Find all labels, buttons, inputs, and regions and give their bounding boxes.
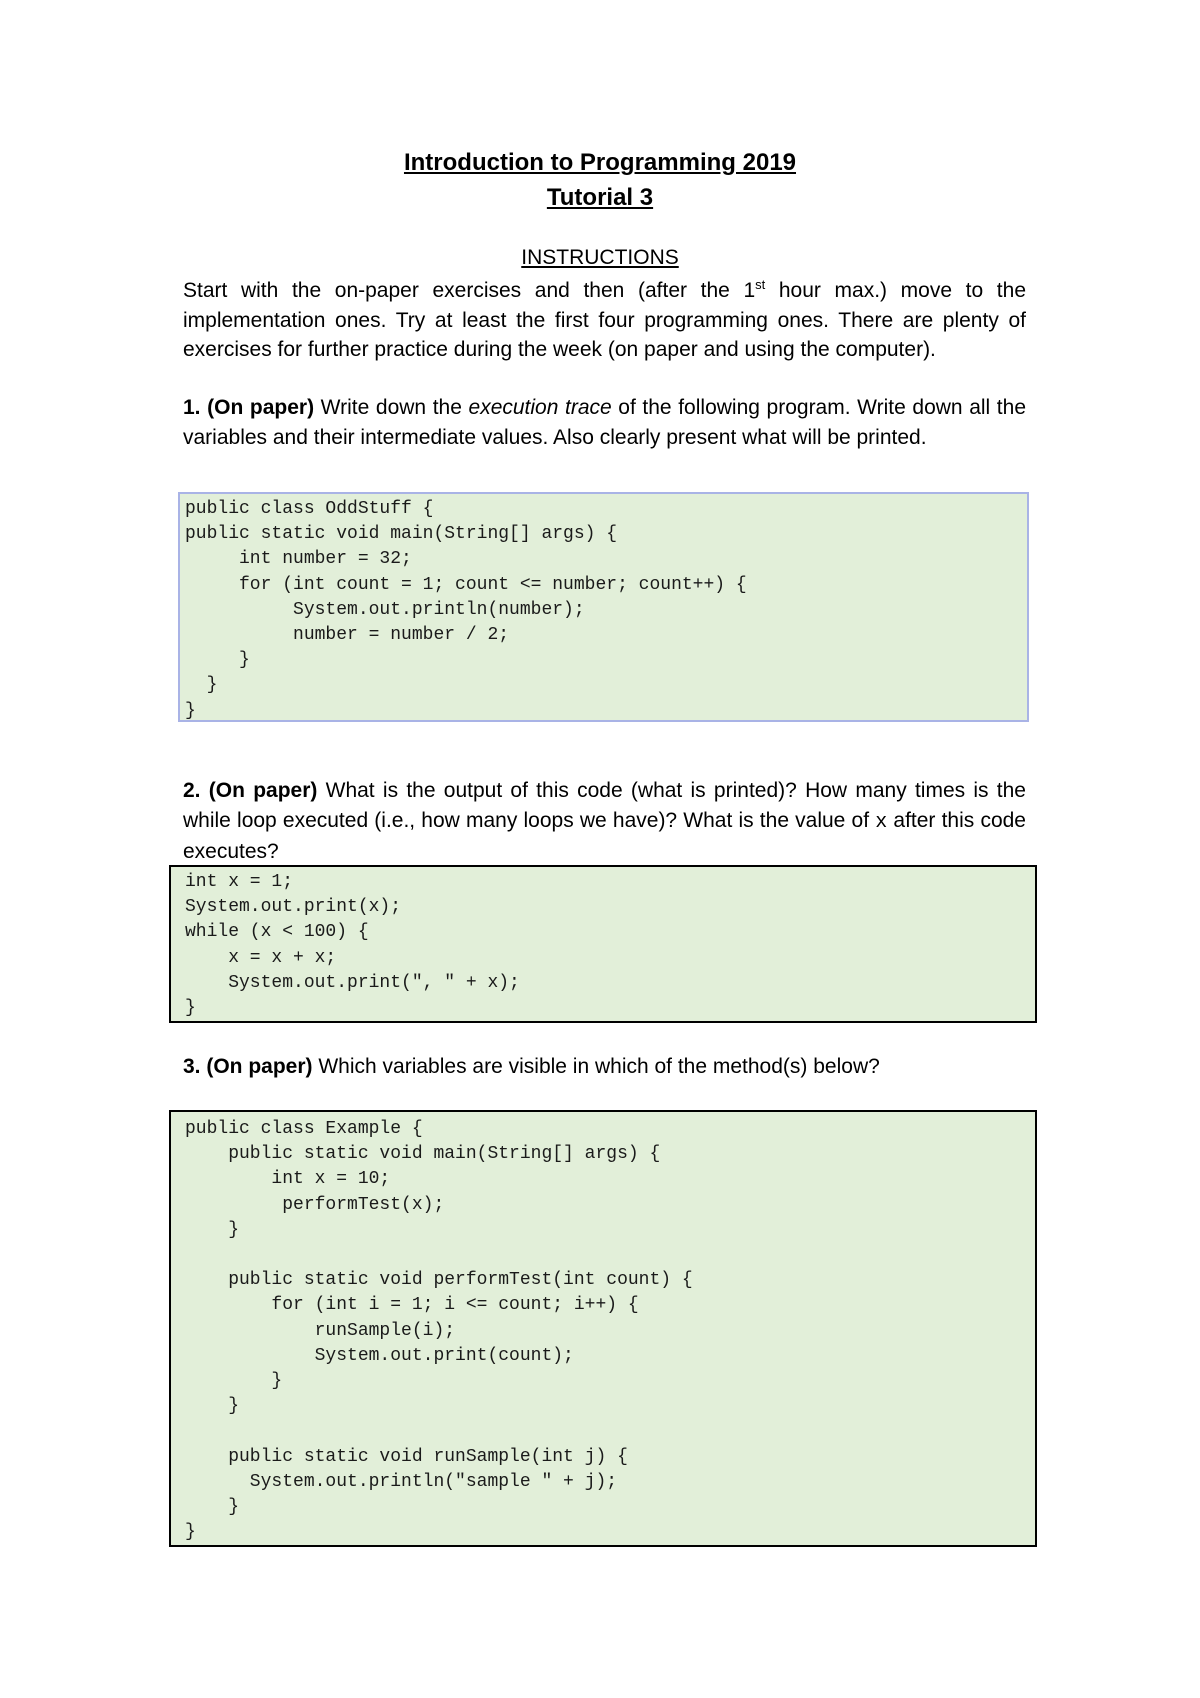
question-3 xyxy=(183,1052,1026,1082)
question-2-text-a: What is the output of this code (what is printed)? How many times is the while loop executed (i.e., how many loops we have)? What is the value of xyxy=(183,779,1026,832)
question-3-text: Which variables are visible in which of the method(s) below? xyxy=(312,1055,880,1078)
question-2 xyxy=(183,776,1026,867)
code-block-1 xyxy=(178,492,1029,722)
question-1 xyxy=(183,393,1026,452)
code-block-2 xyxy=(169,865,1037,1023)
question-3-number: 3. xyxy=(183,1055,207,1078)
document-subtitle: Tutorial 3 xyxy=(546,184,654,211)
question-2-text-b: after this code executes? xyxy=(183,808,1026,863)
instructions-text-a: Start with the on-paper exercises and then (after the 1 xyxy=(183,279,756,302)
instructions-superscript: st xyxy=(755,277,766,292)
question-1-text-b: of the following program. Write down all the variables and their intermediate values. Also clearly present what will be printed. xyxy=(183,396,1026,449)
instructions-heading: INSTRUCTIONS xyxy=(521,246,679,269)
question-1-emphasis: execution trace xyxy=(468,396,612,419)
instructions-text-b: hour max.) move to the implementation ones. Try at least the first four programming ones. There are plenty of exercises for further practice during the week (on paper and using the computer). xyxy=(183,279,1026,361)
code-block-3 xyxy=(169,1110,1037,1547)
document-title: Introduction to Programming 2019 xyxy=(403,149,797,176)
question-3-tag: (On paper) xyxy=(206,1055,313,1078)
question-2-tag: (On paper) xyxy=(208,779,318,802)
question-2-variable: x xyxy=(875,810,888,834)
question-1-number: 1. xyxy=(183,396,208,419)
question-1-tag: (On paper) xyxy=(207,396,315,419)
code-block-1-text: public class OddStuff { public static void main(String[] args) { int number = 32; for (int count = 1; count <= number; count++) { System.out.println(number); number = number / 2; } } } xyxy=(185,499,747,721)
instructions-paragraph xyxy=(183,276,1026,365)
question-1-text-a: Write down the xyxy=(314,396,469,419)
code-block-3-text: public class Example { public static void main(String[] args) { int x = 10; performTest(x); } public static void performTest(int count) { for (int i = 1; i <= count; i++) { runSample(i); System.out.print(count); } } public static void runSample(int j) { System.out.println("sample " + j); } } xyxy=(185,1119,693,1543)
code-block-2-text: int x = 1; System.out.print(x); while (x < 100) { x = x + x; System.out.print(", " + x); } xyxy=(185,872,520,1019)
question-2-number: 2. xyxy=(183,779,209,802)
